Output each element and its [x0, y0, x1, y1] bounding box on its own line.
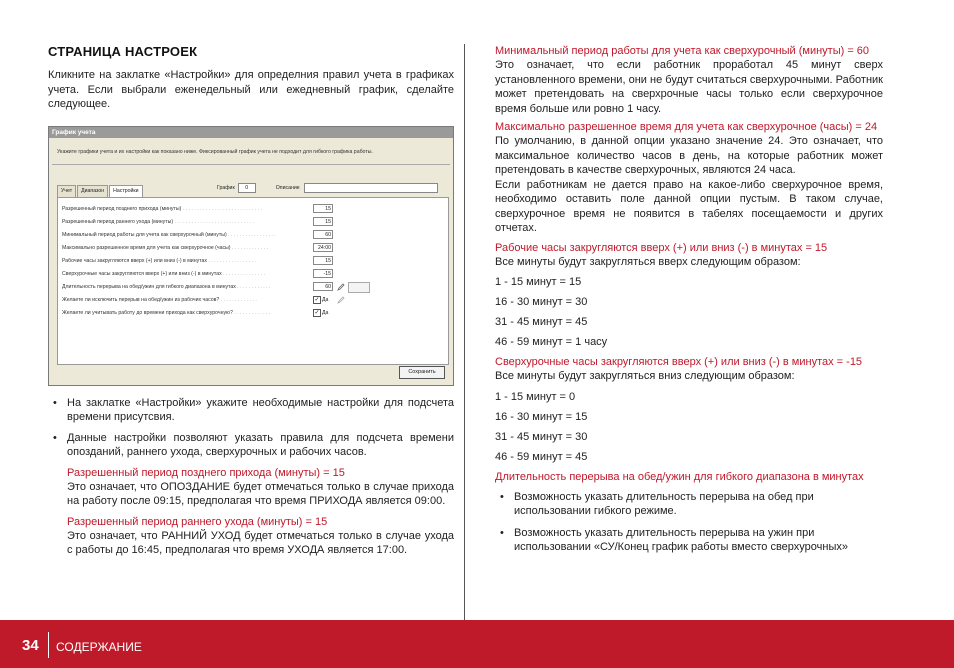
exclude-break-checkbox[interactable]: ✓ Да [314, 296, 329, 303]
page-number: 34 [22, 637, 39, 654]
checkmark-icon: ✓ [314, 309, 320, 316]
section-title: Сверхурочные часы закругляются вверх (+) или вниз (-) в минутах = -15 [495, 356, 863, 368]
min-overtime-field[interactable]: 60 [313, 230, 333, 239]
description-field[interactable] [304, 183, 438, 193]
divider [52, 164, 450, 165]
setting-row-label: Разрешенный период раннего ухода (минуты) . . . . . . . . . . . . . . . . . . . . . . . . . . . . [62, 218, 254, 225]
setting-row-label: Минимальный период работы для учета как сверхурочный (минуты) . . . . . . . . . . . . . . . . . [62, 231, 276, 238]
tab-account[interactable]: Учет [57, 185, 76, 197]
early-leave-field[interactable]: 15 [313, 217, 333, 226]
rounding-line: 1 - 15 минут = 0 [495, 390, 576, 403]
round-work-field[interactable]: 15 [313, 256, 333, 265]
pencil-icon[interactable] [337, 296, 345, 306]
list-item: • Возможность указать длительность перерыва на ужин при использовании «СУ/Конец график работы вместо сверхурочных» [495, 526, 883, 555]
setting-row-label: Рабочие часы закругляются вверх (+) или вниз (-) в минутах . . . . . . . . . . . . . . . . . [62, 257, 256, 264]
late-arrival-field[interactable]: 15 [313, 204, 333, 213]
right-column [495, 44, 883, 562]
footer-bar [0, 620, 954, 668]
bullet-list [48, 396, 454, 460]
section-title: Разрешенный период раннего ухода (минуты) = 15 [67, 515, 328, 528]
section-title: Разрешенный период позднего прихода (минуты) = 15 [67, 466, 345, 479]
break-extra-field[interactable] [348, 282, 370, 293]
schedule-fields [217, 183, 438, 193]
left-column [48, 44, 454, 558]
list-item: • Данные настройки позволяют указать правила для подсчета времени опозданий, раннего ухода, сверхурочных и рабочих часов. [48, 431, 454, 460]
rounding-line: 1 - 15 минут = 15 [495, 276, 582, 288]
setting-row-label: Желаете ли учитывать работу до времени прихода как сверхурочную? . . . . . . . . . . . . . [62, 309, 271, 316]
tab-settings[interactable]: Настройки [109, 185, 142, 199]
settings-panel [57, 197, 449, 365]
section-title: Длительность перерыва на обед/ужин для гибкого диапазона в минутах [495, 470, 864, 483]
rounding-line: 31 - 45 минут = 30 [495, 430, 588, 443]
dialog-tabs [57, 185, 144, 197]
section-title: Рабочие часы закругляются вверх (+) или вниз (-) в минутах = 15 [495, 241, 828, 254]
contents-link[interactable]: СОДЕРЖАНИЕ [56, 640, 142, 654]
count-early-work-checkbox[interactable]: ✓ Да [314, 309, 329, 316]
list-item: • На заклатке «Настройки» укажите необходимые настройки для подсчета времени присутсвия. [48, 396, 454, 425]
section-text: Это означает, что РАННИЙ УХОД будет отмечаться только в случае ухода с работы до 16:45, предполагая что время УХОДА является 17:00. [67, 529, 454, 556]
setting-row-label: Разрешенный период позднего прихода (минуты) . . . . . . . . . . . . . . . . . . . . . . . . . . . . [62, 205, 263, 212]
section-text: Если работникам не дается право на какое-либо сверхурочное время, необходимо оставить поле данной опции пустым. В таком случае, сверхурочное время не появится в табелях посещаемости и других отчетах. [495, 178, 883, 234]
schedule-label: График [217, 184, 235, 191]
section-text: Все минуты будут закругляться вверх следующим образом: [495, 255, 801, 268]
rounding-line: 16 - 30 минут = 30 [495, 296, 588, 308]
setting-row-label: Желаете ли исключить перерыв на обед/ужин из рабочих часов? . . . . . . . . . . . . . [62, 296, 257, 303]
late-arrival-section [67, 466, 454, 558]
bullet-list [495, 490, 883, 555]
footer-divider [48, 632, 49, 658]
page-title: СТРАНИЦА НАСТРОЕК [48, 44, 198, 59]
dialog-note: Укажите графики учета и их настройки как показано ниже. Фиксированный график учета не подходит для гибкого графика работы. [57, 148, 373, 155]
rounding-line: 46 - 59 минут = 1 часу [495, 336, 608, 348]
save-button[interactable]: Сохранить [399, 366, 445, 379]
schedule-field[interactable]: 0 [238, 183, 256, 193]
tab-range[interactable]: Диапазон [77, 185, 108, 197]
rounding-line: 46 - 59 минут = 45 [495, 450, 588, 463]
rounding-line: 16 - 30 минут = 15 [495, 410, 588, 423]
setting-row-label: Длительность перерыва на обед/ужин для гибкого диапазона в минутах . . . . . . . . . . . . [62, 283, 271, 290]
dialog-title: График учета [49, 127, 453, 138]
section-text: По умолчанию, в данной опции указано значение 24. Это означает, что максимальное количество часов в день, на которые работник может претендовать в качестве сверхурочных, являются 24 часа. [495, 135, 883, 176]
intro-paragraph: Кликните на заклатке «Настройки» для определния правил учета в графиках учета. Если выбрали еженедельный или ежедневный график, сделайте следующее. [48, 69, 454, 110]
break-duration-field[interactable]: 60 [313, 282, 333, 291]
setting-row-label: Сверхурочные часы закругляются вверх (+) или вниз (-) в минутах . . . . . . . . . . . . . . . [62, 270, 265, 277]
section-text: Это означает, что если работник проработал 45 минут сверх установленного времени, они не будут считаться сверхурочными. Работник может претендовать на сверхрочные часы только если сверхурочное время больше или ровно 1 часу. [495, 59, 883, 115]
section-text: Это означает, что ОПОЗДАНИЕ будет отмечаться только в случае прихода на работу после 09:15, предполагая что время ПРИХОДА является 09:00. [67, 480, 454, 507]
list-item: • Возможность указать длительность перерыва на обед при использовании гибкого режиме. [495, 490, 883, 519]
checkmark-icon: ✓ [314, 296, 320, 303]
column-divider [464, 44, 465, 620]
settings-dialog-screenshot [48, 126, 454, 386]
section-title: Минимальный период работы для учета как сверхурочный (минуты) = 60 [495, 45, 870, 57]
setting-row-label: Максимально разрешенное время для учета как сверхурочное (часы) . . . . . . . . . . . . . [62, 244, 268, 251]
description-label: Описание [275, 184, 300, 191]
section-text: Все минуты будут закругляться вниз следующим образом: [495, 370, 795, 382]
round-overtime-field[interactable]: -15 [313, 269, 333, 278]
pencil-icon[interactable] [337, 283, 345, 293]
max-overtime-field[interactable]: 24:00 [313, 243, 333, 252]
rounding-line: 31 - 45 минут = 45 [495, 316, 588, 328]
section-title: Максимально разрешенное время для учета как сверхурочное (часы) = 24 [495, 121, 878, 133]
